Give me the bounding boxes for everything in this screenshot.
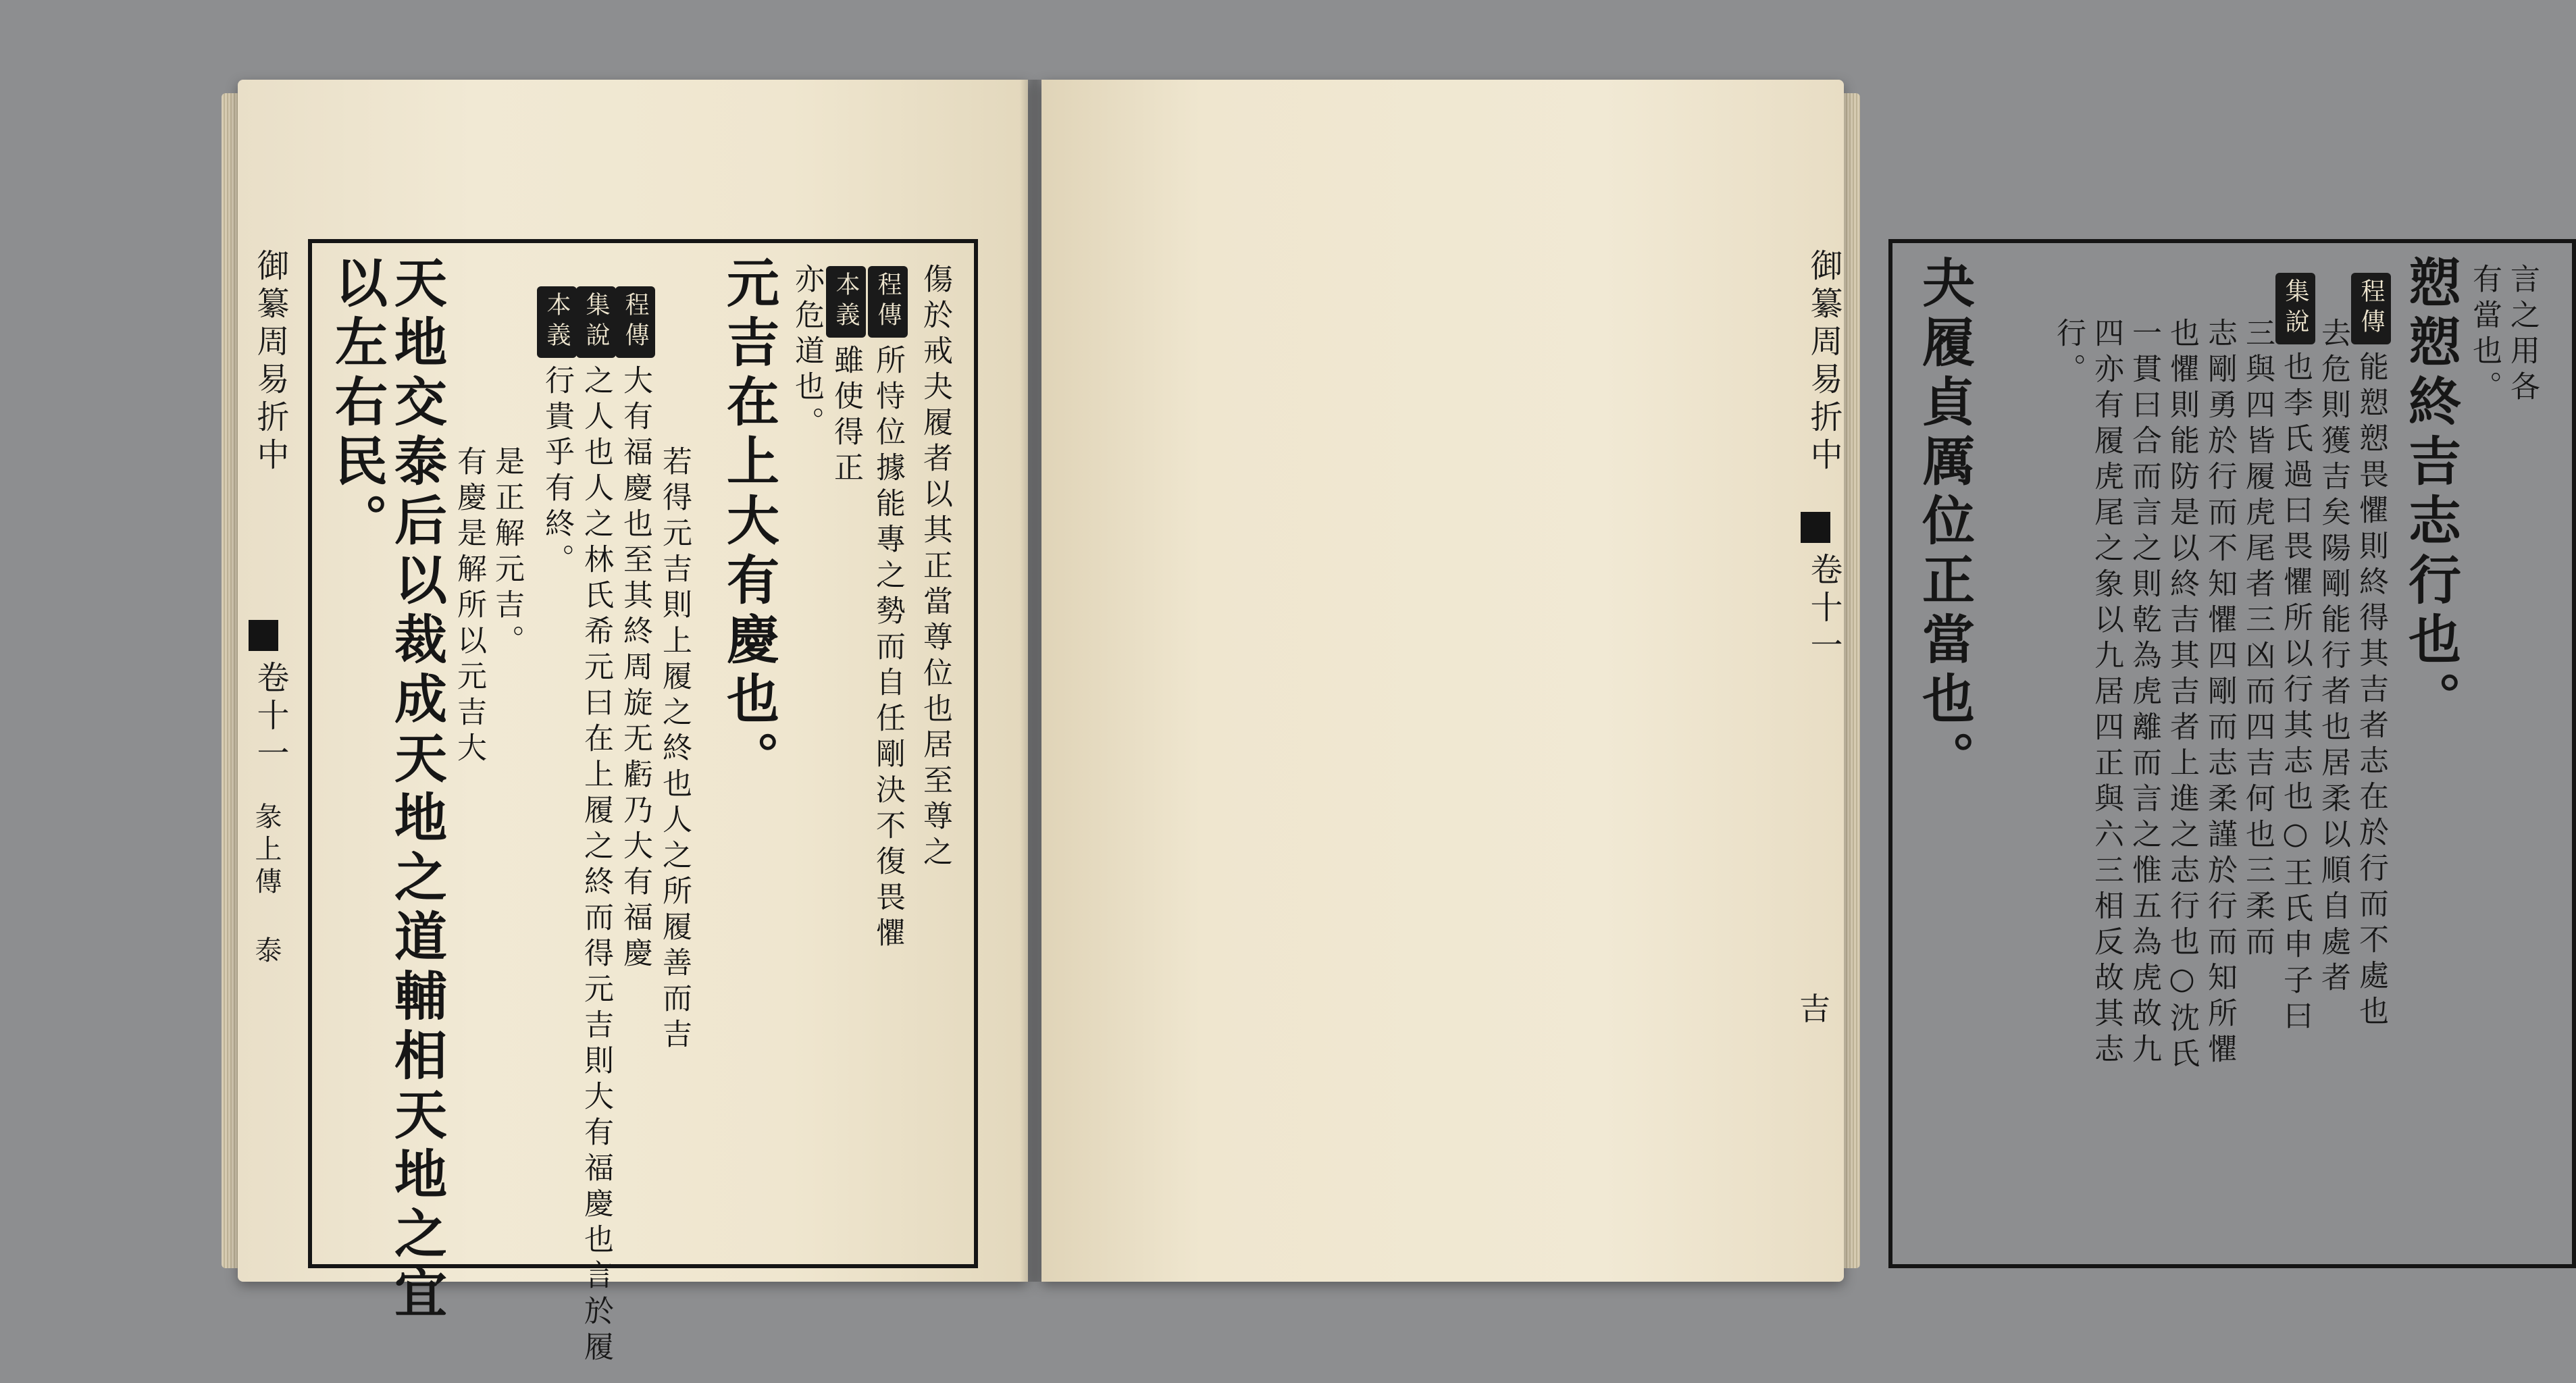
text-column: 以左右民。 [326, 255, 388, 552]
text-column [613, 284, 656, 973]
text-column-body: 能愬愬畏懼則終得其吉者志在於行而不處也 [2354, 351, 2388, 1031]
annotation-tag: 本義 [537, 286, 577, 358]
right-page-number: 吉 [1799, 991, 1830, 1027]
annotation-tag: 集說 [576, 286, 616, 358]
right-text-frame [1888, 239, 2576, 1268]
annotation-tag: 本義 [826, 266, 866, 338]
text-column [2273, 270, 2317, 1036]
text-column: 言之用各 [2505, 263, 2540, 407]
text-column: 三與四皆履虎尾者三凶而四吉何也三柔而 [2240, 317, 2275, 962]
text-column [574, 284, 617, 1367]
annotation-tag: 程傳 [868, 266, 908, 338]
margin-fishtail [249, 620, 278, 651]
text-column: 傷於戒夬履者以其正當尊位也居至尊之 [918, 263, 952, 872]
left-volume-label: 卷十一 [251, 660, 289, 774]
text-column: 行。 [2051, 317, 2086, 389]
left-section-label: 彖上傳 泰 [251, 802, 282, 968]
text-column-body: 雖使得正 [829, 344, 863, 488]
annotation-tag: 程傳 [2351, 273, 2391, 344]
text-column: 若得元吉則上履之終也人之所履善而吉 [657, 446, 692, 1054]
text-column: 一貫曰合而言之則乾為虎離而言之惟五為虎故九 [2127, 317, 2161, 1069]
text-column: 四亦有履虎尾之象以九居四正與六三相反故其志 [2089, 317, 2123, 1069]
margin-fishtail [1801, 512, 1830, 543]
text-column-body: 所恃位據能專之勢而自任剛決不復畏懼 [871, 344, 905, 953]
text-column-body: 大有福慶也至其終周旋无虧乃大有福慶 [618, 365, 652, 973]
text-column: 有當也。 [2467, 263, 2502, 407]
open-book [238, 80, 2540, 1367]
text-column: 元吉在上大有慶也。 [718, 255, 779, 790]
text-column: 志剛勇於行而不知懼四剛而志柔謹於行而知所懼 [2203, 317, 2237, 1069]
text-column-body: 行貴乎有終。 [540, 365, 574, 579]
annotation-tag: 程傳 [615, 286, 655, 358]
text-column: 是正解元吉。 [490, 446, 524, 660]
text-column [866, 263, 909, 953]
text-column: 有慶是解所以元吉大 [452, 446, 486, 768]
bleed-through [1123, 336, 1154, 1214]
left-text-frame [308, 239, 978, 1367]
text-column: 愬愬終吉志行也。 [2400, 255, 2461, 731]
text-column [2349, 270, 2392, 1031]
right-page [1041, 80, 2540, 1282]
text-column: 天地交泰后以裁成天地之道輔相天地之宜 [386, 255, 447, 1325]
annotation-tag: 集說 [2275, 273, 2315, 344]
text-column: 去危則獲吉矣陽剛能行者也居柔以順自處者 [2316, 317, 2350, 997]
text-column: 亦危道也。 [790, 263, 824, 442]
text-column [535, 284, 578, 579]
text-column-body: 也李氏過曰畏懼所以行其志也○王氏申子曰 [2278, 351, 2313, 1036]
left-page [238, 80, 1028, 1367]
right-volume-label: 卷十一 [1805, 552, 1843, 666]
text-column: 也懼則能防是以終吉其吉者上進之志行也○沈氏 [2165, 317, 2199, 1074]
text-column: 夬履貞厲位正當也。 [1913, 255, 1975, 790]
right-margin-title: 御纂周易折中 [1805, 249, 1843, 475]
left-margin-title: 御纂周易折中 [251, 249, 289, 475]
text-column-body: 之人也人之林氏希元曰在上履之終而得元吉則大有福慶也言於履 [579, 365, 613, 1367]
text-column [824, 263, 867, 488]
